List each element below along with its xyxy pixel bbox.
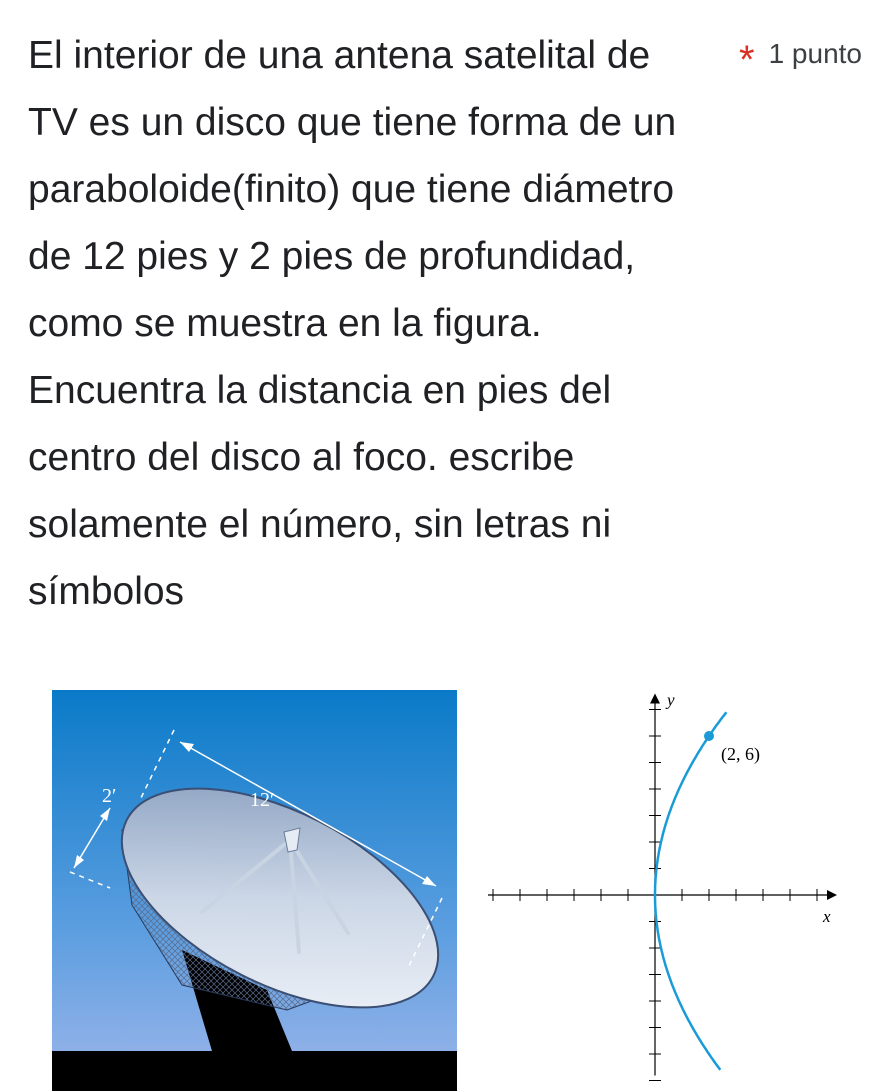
parabola-graph <box>470 690 870 1091</box>
point-label: (2, 6) <box>721 744 760 764</box>
point-marker <box>704 731 714 741</box>
question-text: El interior de una antena satelital de TV es un disco que tiene forma de un paraboloide(finito) que tiene diámetro de 12 pies y 2 pies de profundidad, como se muestra en la figura. Encuentra la distancia en pies del centro del disco al foco. escribe solamente el número, sin letras ni símbolos <box>28 34 677 613</box>
parabola-curve <box>655 712 726 1070</box>
label-diameter: 12′ <box>250 789 275 811</box>
satellite-dish-image <box>52 690 457 1091</box>
axes <box>488 694 837 1076</box>
points-indicator <box>739 34 862 82</box>
x-axis-label: x <box>823 907 831 926</box>
points-label: 1 punto <box>768 38 862 69</box>
label-depth: 2′ <box>102 785 117 807</box>
y-axis-arrow <box>650 694 660 704</box>
x-axis-arrow <box>827 890 837 900</box>
required-asterisk: * <box>739 38 755 82</box>
y-axis-label: y <box>667 690 675 710</box>
ground <box>52 1051 457 1091</box>
